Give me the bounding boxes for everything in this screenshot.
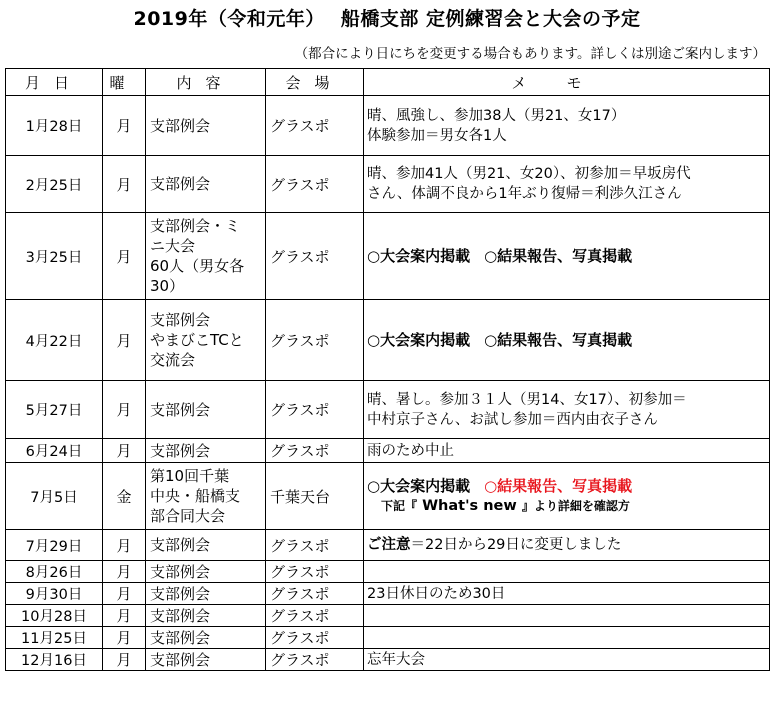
- date-cell: 11月25日: [6, 627, 103, 649]
- table-row: [6, 561, 770, 583]
- header-row: [6, 69, 770, 96]
- header-content: 内容: [146, 69, 266, 96]
- schedule-table: [5, 68, 770, 671]
- date-cell: 6月24日: [6, 439, 103, 463]
- table-row: [6, 96, 770, 156]
- header-dow: 曜: [103, 69, 146, 96]
- venue-cell: グラスポ: [266, 213, 364, 300]
- content-line: ニ大会: [150, 237, 196, 255]
- memo-cell: [364, 561, 770, 583]
- date-cell: 4月22日: [6, 300, 103, 381]
- content-cell: [146, 213, 266, 300]
- weekday-cell: 月: [103, 156, 146, 213]
- venue-cell: グラスポ: [266, 439, 364, 463]
- date-cell: 8月26日: [6, 561, 103, 583]
- content-line: 部合同大会: [150, 507, 226, 525]
- content-line: 支部例会: [150, 175, 211, 193]
- table-row: [6, 605, 770, 627]
- memo-cell: [364, 439, 770, 463]
- content-line: 支部例会: [150, 606, 211, 625]
- venue-cell: グラスポ: [266, 530, 364, 561]
- announce-guide: ○大会案内掲載: [367, 247, 471, 265]
- weekday-cell: 金: [103, 463, 146, 530]
- memo-line: 晴、参加41人（男21、女20）、初参加＝早坂房代: [367, 166, 691, 182]
- venue-cell: グラスポ: [266, 96, 364, 156]
- table-row: [6, 627, 770, 649]
- memo-cell: [364, 649, 770, 671]
- title-year: 2019年（令和元年）: [133, 8, 325, 30]
- date-cell: 9月30日: [6, 583, 103, 605]
- memo-cell: [364, 381, 770, 439]
- memo-cell: [364, 627, 770, 649]
- date-cell: 2月25日: [6, 156, 103, 213]
- content-cell: [146, 463, 266, 530]
- note-prefix: 下記『: [381, 499, 418, 513]
- content-line: 第10回千葉: [150, 467, 230, 485]
- title-branch: 船橋支部 定例練習会と大会の予定: [340, 8, 641, 30]
- table-row: [6, 439, 770, 463]
- content-line: 支部例会: [150, 116, 211, 135]
- date-cell: 5月27日: [6, 381, 103, 439]
- announce-guide: ○大会案内掲載: [367, 331, 471, 349]
- date-cell: 3月25日: [6, 213, 103, 300]
- venue-cell: グラスポ: [266, 561, 364, 583]
- announce-result: ○結果報告、写真掲載: [484, 331, 633, 349]
- venue-cell: グラスポ: [266, 583, 364, 605]
- content-line: 支部例会: [150, 628, 211, 647]
- content-cell: [146, 530, 266, 561]
- content-cell: [146, 561, 266, 583]
- memo-line: 雨のため中止: [367, 442, 454, 459]
- memo-cell: [364, 213, 770, 300]
- table-row: [6, 463, 770, 530]
- content-cell: [146, 381, 266, 439]
- weekday-cell: 月: [103, 439, 146, 463]
- weekday-cell: 月: [103, 96, 146, 156]
- venue-cell: 千葉天台: [266, 463, 364, 530]
- memo-cell: [364, 605, 770, 627]
- weekday-cell: 月: [103, 300, 146, 381]
- note-suffix: 』より詳細を確認方: [521, 499, 630, 513]
- memo-line: さん、体調不良から1年ぶり復帰＝利渉久江さん: [367, 186, 682, 202]
- weekday-cell: 月: [103, 530, 146, 561]
- memo-cell: [364, 530, 770, 561]
- date-cell: 1月28日: [6, 96, 103, 156]
- table-row: [6, 649, 770, 671]
- content-line: 支部例会: [150, 562, 211, 581]
- header-date: 月日: [6, 69, 103, 96]
- content-line: 支部例会: [150, 536, 211, 554]
- table-row: [6, 300, 770, 381]
- memo-cell: [364, 583, 770, 605]
- date-cell: 7月29日: [6, 530, 103, 561]
- date-cell: 10月28日: [6, 605, 103, 627]
- venue-cell: グラスポ: [266, 156, 364, 213]
- announcement-line: [367, 476, 769, 496]
- content-cell: [146, 156, 266, 213]
- weekday-cell: 月: [103, 649, 146, 671]
- memo-line: [367, 535, 769, 555]
- content-line: 中央・船橋支: [150, 487, 241, 505]
- table-row: [6, 381, 770, 439]
- memo-cell: [364, 463, 770, 530]
- header-venue: 会場: [266, 69, 364, 96]
- content-line: 支部例会: [150, 400, 211, 419]
- content-cell: [146, 627, 266, 649]
- table-row: [6, 530, 770, 561]
- content-cell: [146, 300, 266, 381]
- details-note: [367, 496, 769, 516]
- page-title: [0, 4, 774, 31]
- content-line: 60人（男女各: [150, 257, 245, 275]
- weekday-cell: 月: [103, 561, 146, 583]
- weekday-cell: 月: [103, 605, 146, 627]
- header-memo: メモ: [364, 69, 770, 96]
- announcement-line: [367, 330, 769, 350]
- memo-caution: ご注意: [367, 537, 411, 553]
- memo-line: 晴、風強し、参加38人（男21、女17）: [367, 107, 626, 124]
- content-line: やまびこTCと: [150, 331, 244, 349]
- content-cell: [146, 649, 266, 671]
- memo-line: 忘年大会: [367, 651, 425, 668]
- content-cell: [146, 96, 266, 156]
- page-subtitle: （都合により日にちを変更する場合もあります。詳しくは別途ご案内します）: [294, 46, 766, 62]
- memo-cell: [364, 96, 770, 156]
- content-line: 30）: [150, 277, 185, 295]
- memo-cell: [364, 300, 770, 381]
- announcement-line: [367, 246, 769, 266]
- content-line: 支部例会・ミ: [150, 217, 241, 235]
- venue-cell: グラスポ: [266, 649, 364, 671]
- table-row: [6, 213, 770, 300]
- content-cell: [146, 439, 266, 463]
- content-line: 支部例会: [150, 441, 211, 460]
- memo-line: 23日休日のため30日: [367, 585, 506, 602]
- memo-cell: [364, 156, 770, 213]
- content-line: 交流会: [150, 351, 196, 369]
- announce-result: ○結果報告、写真掲載: [484, 477, 633, 495]
- content-cell: [146, 605, 266, 627]
- venue-cell: グラスポ: [266, 381, 364, 439]
- content-line: 支部例会: [150, 311, 211, 329]
- memo-line: 晴、暑し。参加３１人（男14、女17）、初参加＝: [367, 391, 687, 408]
- venue-cell: グラスポ: [266, 605, 364, 627]
- weekday-cell: 月: [103, 213, 146, 300]
- date-cell: 12月16日: [6, 649, 103, 671]
- date-cell: 7月5日: [6, 463, 103, 530]
- content-cell: [146, 583, 266, 605]
- content-line: 支部例会: [150, 650, 211, 669]
- memo-text: ＝22日から29日に変更しました: [410, 537, 622, 553]
- weekday-cell: 月: [103, 583, 146, 605]
- memo-line: 体験参加＝男女各1人: [367, 127, 507, 144]
- weekday-cell: 月: [103, 627, 146, 649]
- table-row: [6, 583, 770, 605]
- memo-line: 中村京子さん、お試し参加＝西内由衣子さん: [367, 411, 658, 428]
- announce-result: ○結果報告、写真掲載: [484, 247, 633, 265]
- venue-cell: グラスポ: [266, 300, 364, 381]
- table-row: [6, 156, 770, 213]
- weekday-cell: 月: [103, 381, 146, 439]
- announce-guide: ○大会案内掲載: [367, 477, 471, 495]
- whats-new-link[interactable]: What's new: [417, 498, 522, 514]
- venue-cell: グラスポ: [266, 627, 364, 649]
- content-line: 支部例会: [150, 584, 211, 603]
